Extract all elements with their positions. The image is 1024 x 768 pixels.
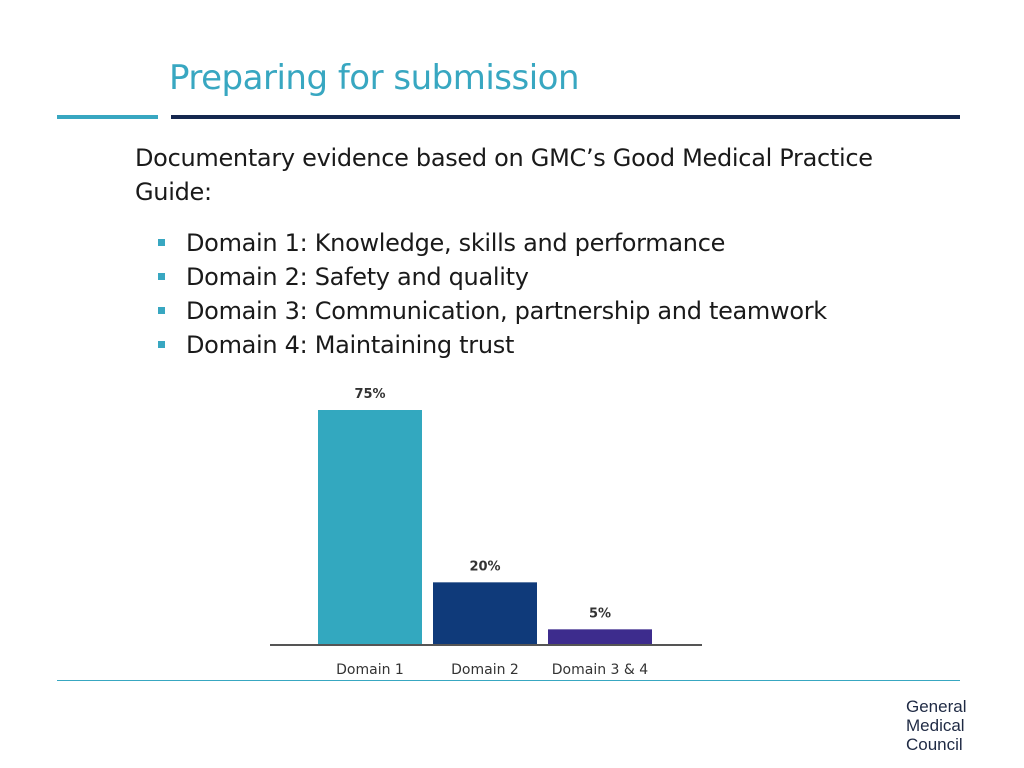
square-bullet-icon: [158, 307, 165, 314]
title-rule-main: [171, 115, 960, 119]
logo-line: Medical: [906, 716, 965, 735]
data-label: 5%: [588, 606, 612, 622]
bar: [433, 582, 537, 645]
category-label: Domain 3 & 4: [551, 662, 649, 678]
data-label: 20%: [469, 559, 501, 575]
intro-text: Documentary evidence based on GMC’s Good Medical Practice Guide:: [135, 144, 873, 206]
domain-list-item-text: Domain 4: Maintaining trust: [186, 331, 515, 359]
domain-list-item: [156, 260, 827, 294]
category-label: Domain 2: [451, 662, 519, 678]
domain-weighting-chart: [260, 375, 710, 685]
data-label: 75%: [354, 387, 386, 402]
logo-line: General: [906, 697, 967, 716]
square-bullet-icon: [158, 273, 165, 280]
domain-list-item-text: Domain 3: Communication, partnership and teamwork: [186, 297, 827, 325]
bar: [318, 410, 422, 645]
domain-list-item-text: Domain 2: Safety and quality: [186, 263, 529, 291]
domain-list-item: [156, 226, 827, 260]
slide-title: Preparing for submission: [169, 58, 580, 98]
title-rule-accent: [57, 115, 158, 119]
domain-list-item: [156, 328, 827, 362]
domain-list: [156, 226, 827, 362]
logo-line: Council: [906, 735, 963, 754]
bar: [548, 629, 652, 645]
domain-list-item: [156, 294, 827, 328]
square-bullet-icon: [158, 341, 165, 348]
gmc-logo: [906, 697, 966, 754]
domain-list-item-text: Domain 1: Knowledge, skills and performance: [186, 229, 726, 257]
square-bullet-icon: [158, 239, 165, 246]
category-label: Domain 1: [336, 662, 404, 678]
footer-rule: [57, 680, 960, 681]
